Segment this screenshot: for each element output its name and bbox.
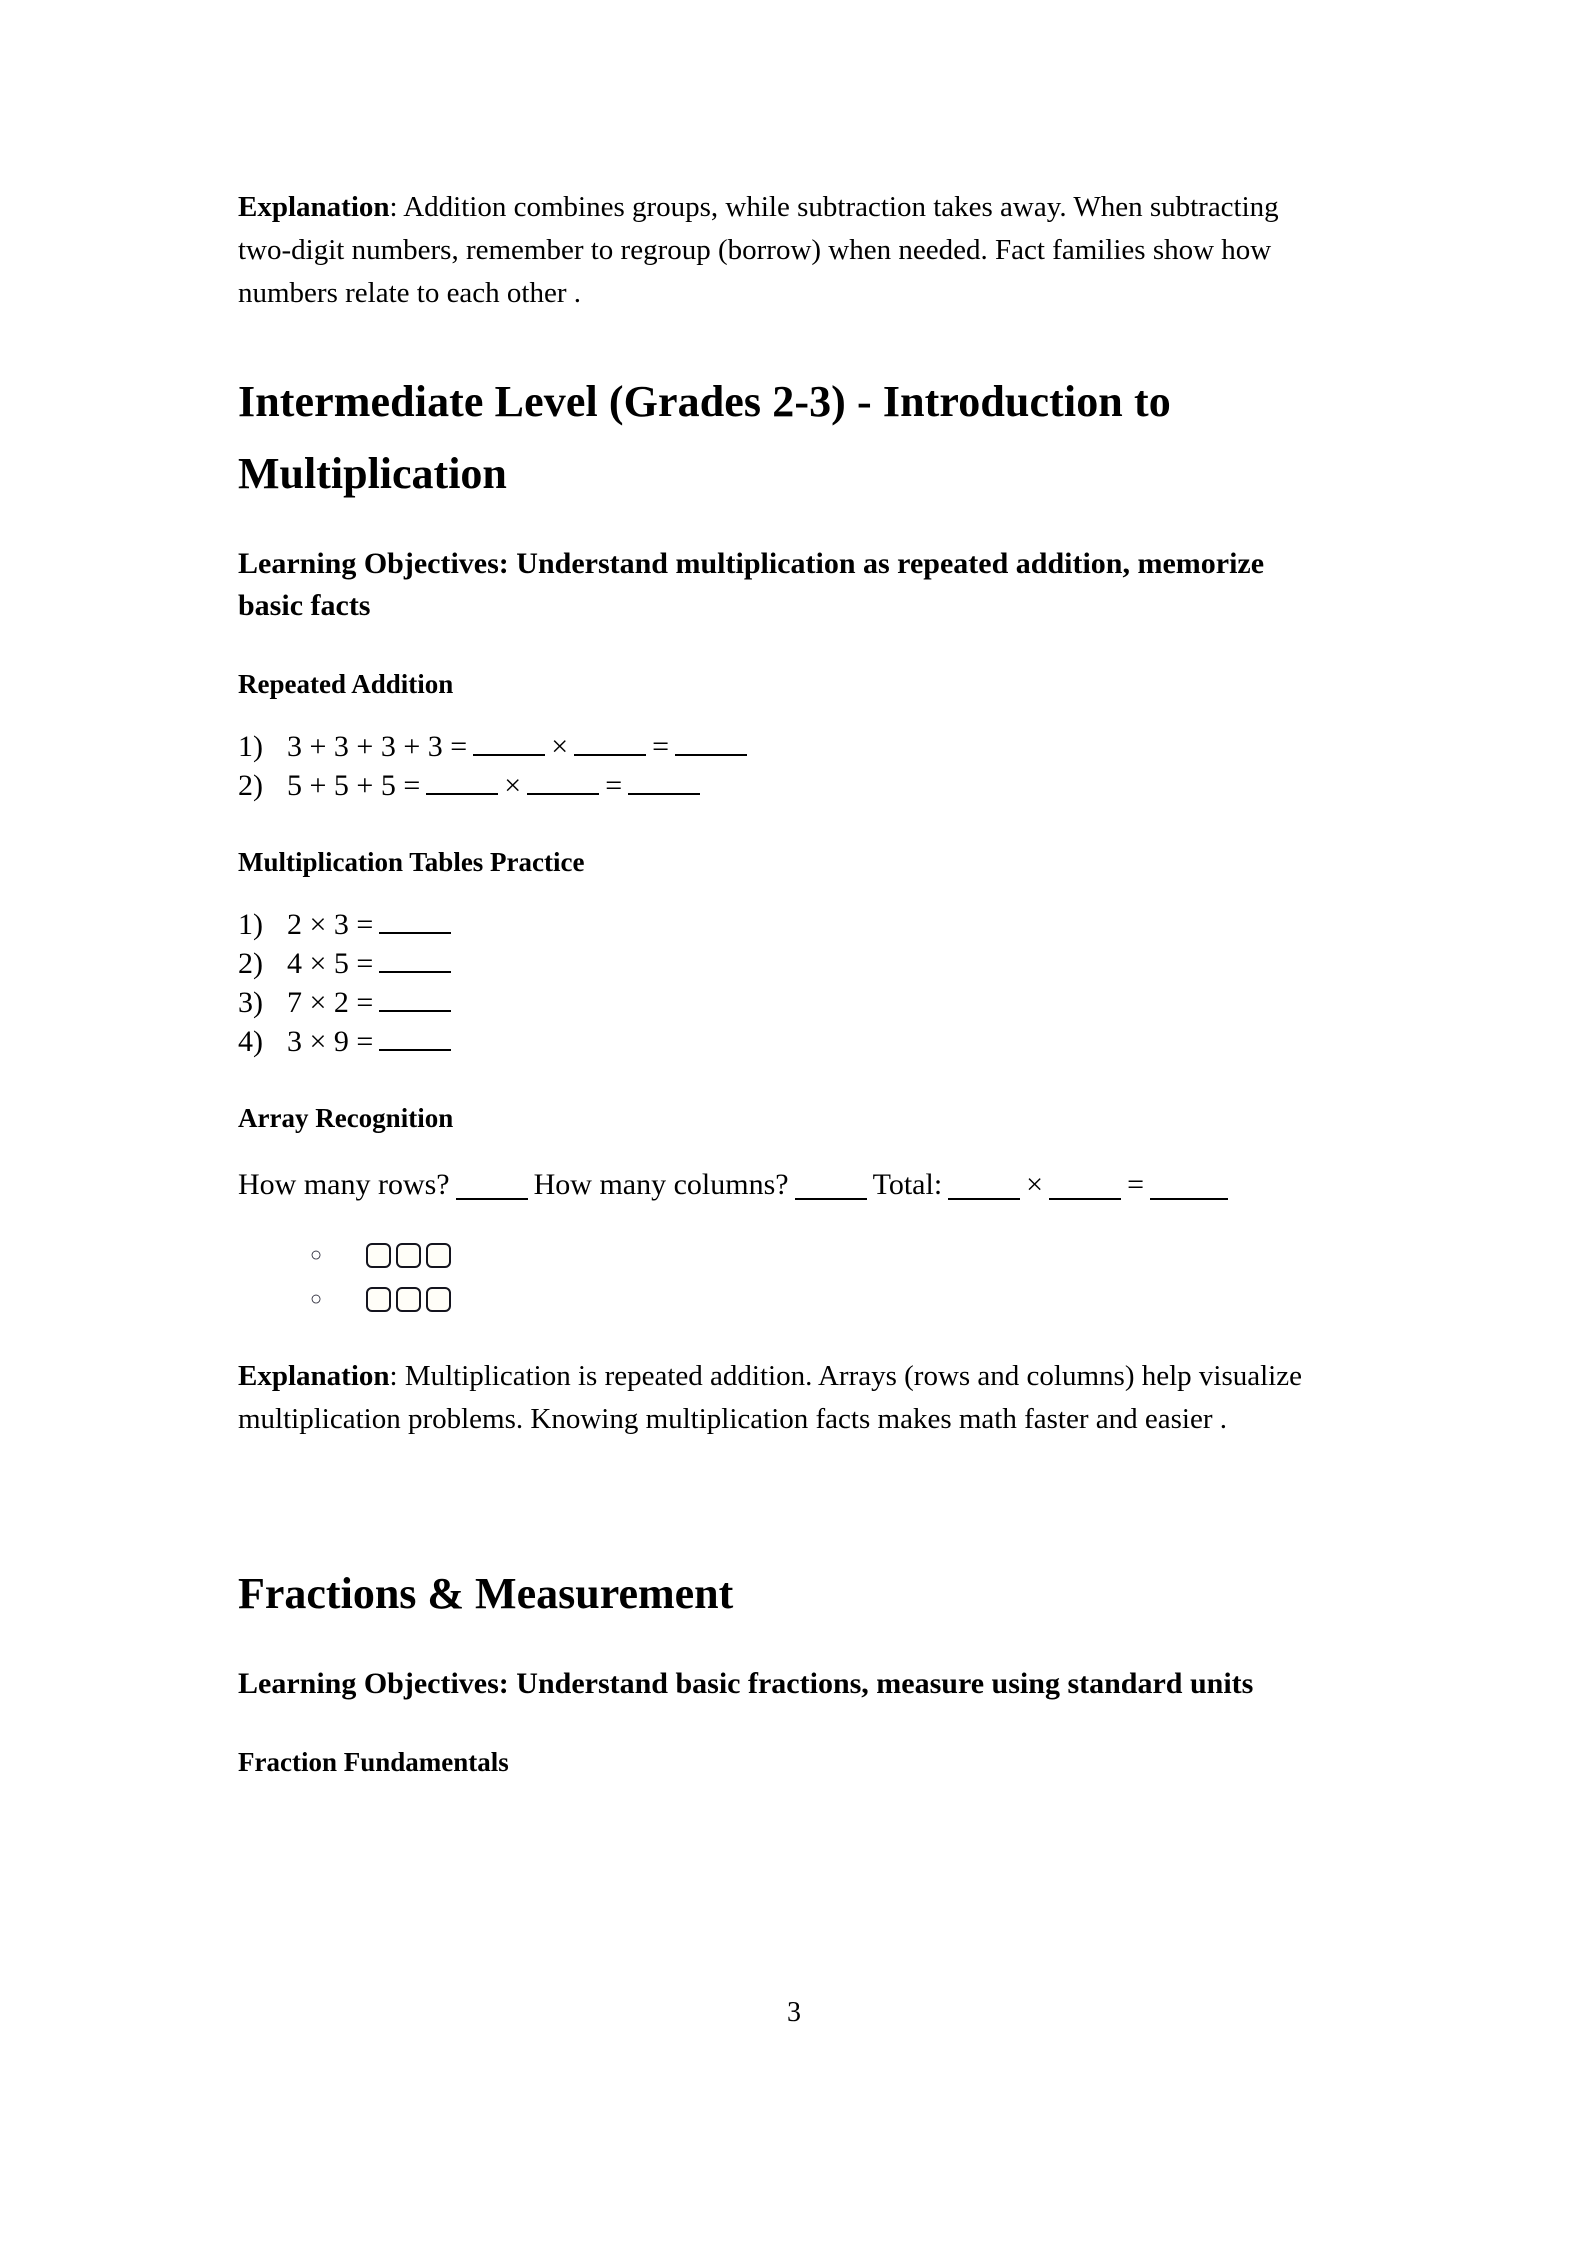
answer-blank[interactable]: [426, 793, 498, 795]
item-number: 2): [238, 769, 263, 802]
array-cell-square: [366, 1287, 391, 1312]
section-spacer: [238, 1441, 1324, 1563]
item-number: 1): [238, 908, 263, 941]
question-total-label: Total:: [872, 1168, 943, 1201]
question-rows-label: How many rows?: [238, 1168, 450, 1201]
answer-blank-rows[interactable]: [456, 1198, 528, 1200]
explanation-label: Explanation: [238, 191, 390, 223]
list-item: [238, 905, 1324, 944]
repeated-addition-list: [238, 727, 1324, 805]
circle-bullet-icon: ○: [310, 1244, 323, 1266]
section-heading-line1: Intermediate Level (Grades 2-3) - Introduction to: [238, 377, 1171, 426]
explanation-body: Multiplication is repeated addition. Arrays (rows and columns) help visualize multiplication problems. Knowing multiplication facts makes math faster and easier .: [238, 1360, 1302, 1435]
subheading-multiplication-tables-practice: Multiplication Tables Practice: [238, 847, 585, 877]
array-cell-square: [426, 1243, 451, 1268]
explanation-separator: :: [389, 1360, 405, 1392]
list-item: [238, 983, 1324, 1022]
answer-blank-columns[interactable]: [795, 1198, 867, 1200]
item-expression: 3 + 3 + 3 + 3 =: [287, 730, 468, 763]
answer-blank[interactable]: [574, 754, 646, 756]
learning-objectives-multiplication: Learning Objectives: Understand multiplication as repeated addition, memorize basic facts: [238, 547, 1265, 622]
list-item: [238, 1022, 1324, 1061]
operator-equals: =: [652, 730, 670, 763]
operator-times: ×: [504, 769, 522, 802]
answer-blank[interactable]: [379, 1049, 451, 1051]
explanation-paragraph-multiplication: [238, 1355, 1324, 1441]
answer-blank[interactable]: [628, 793, 700, 795]
section-heading-multiplication: [238, 361, 1324, 443]
circle-bullet-icon: ○: [310, 1288, 323, 1310]
explanation-paragraph-top: [238, 186, 1324, 315]
array-cell-group: [366, 1243, 451, 1268]
answer-blank-total-b[interactable]: [1049, 1198, 1121, 1200]
operator-equals: =: [605, 769, 623, 802]
section-heading-fractions: Fractions & Measurement: [238, 1569, 734, 1618]
page-content: [238, 186, 1324, 1779]
explanation-label: Explanation: [238, 1360, 390, 1392]
array-diagram: [238, 1233, 1324, 1321]
list-item: [238, 766, 1324, 805]
array-row: [310, 1233, 1324, 1277]
subheading-fraction-fundamentals: Fraction Fundamentals: [238, 1747, 509, 1777]
answer-blank[interactable]: [379, 932, 451, 934]
list-item: [238, 944, 1324, 983]
operator-times: ×: [1026, 1168, 1044, 1201]
item-number: 4): [238, 1025, 263, 1058]
array-cell-square: [396, 1243, 421, 1268]
section-heading-line2: Multiplication: [238, 449, 507, 498]
item-number: 1): [238, 730, 263, 763]
item-expression: 5 + 5 + 5 =: [287, 769, 421, 802]
explanation-separator: :: [389, 191, 404, 223]
array-cell-square: [396, 1287, 421, 1312]
item-number: 3): [238, 986, 263, 1019]
operator-equals: =: [1127, 1168, 1145, 1201]
item-expression: 2 × 3 =: [287, 908, 374, 941]
section-heading-multiplication-line2: [238, 443, 1324, 505]
explanation-body: Addition combines groups, while subtraction takes away. When subtracting two-digit numbers, remember to regroup (borrow) when needed. Fact families show how numbers relate to each other .: [238, 191, 1279, 309]
item-expression: 7 × 2 =: [287, 986, 374, 1019]
answer-blank[interactable]: [379, 971, 451, 973]
answer-blank[interactable]: [527, 793, 599, 795]
answer-blank[interactable]: [473, 754, 545, 756]
learning-objectives-fractions: Learning Objectives: Understand basic fractions, measure using standard units: [238, 1667, 1254, 1700]
array-cell-square: [366, 1243, 391, 1268]
answer-blank[interactable]: [675, 754, 747, 756]
operator-times: ×: [551, 730, 569, 763]
array-row: [310, 1277, 1324, 1321]
array-recognition-question: [238, 1165, 1324, 1205]
question-columns-label: How many columns?: [533, 1168, 789, 1201]
answer-blank-total-result[interactable]: [1150, 1198, 1228, 1200]
item-expression: 4 × 5 =: [287, 947, 374, 980]
array-cell-square: [426, 1287, 451, 1312]
array-cell-group: [366, 1287, 451, 1312]
list-item: [238, 727, 1324, 766]
answer-blank-total-a[interactable]: [948, 1198, 1020, 1200]
item-expression: 3 × 9 =: [287, 1025, 374, 1058]
subheading-array-recognition: Array Recognition: [238, 1103, 454, 1133]
answer-blank[interactable]: [379, 1010, 451, 1012]
item-number: 2): [238, 947, 263, 980]
multiplication-tables-list: [238, 905, 1324, 1061]
page-number: 3: [787, 1997, 801, 2028]
subheading-repeated-addition: Repeated Addition: [238, 669, 454, 699]
